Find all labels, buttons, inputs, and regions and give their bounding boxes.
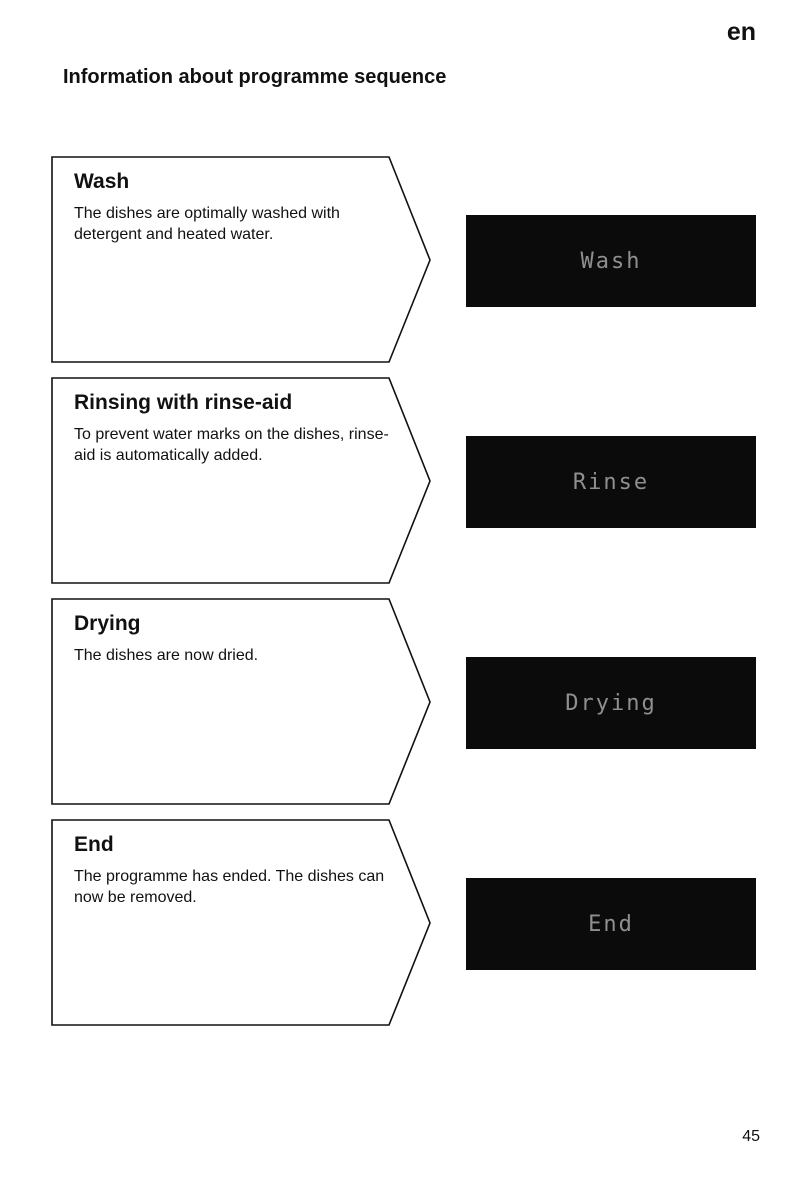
display-end	[466, 878, 756, 970]
language-code: en	[726, 18, 756, 46]
display-rinse	[466, 436, 756, 528]
display-wash	[466, 215, 756, 307]
step-wash	[51, 156, 451, 364]
page-title: Information about programme sequence	[63, 66, 447, 88]
display-text: Wash	[580, 248, 642, 274]
display-text: Drying	[565, 690, 657, 716]
step-heading: End	[74, 833, 114, 856]
step-description: The programme has ended. The dishes can now be removed.	[74, 868, 385, 906]
step-description: The dishes are optimally washed with detergent and heated water.	[74, 205, 340, 243]
step-rinse	[51, 377, 451, 585]
step-heading: Rinsing with rinse-aid	[74, 391, 293, 414]
display-text: End	[588, 911, 634, 937]
page-number: 45	[742, 1128, 760, 1145]
display-text: Rinse	[572, 469, 650, 495]
step-heading: Drying	[74, 612, 141, 635]
step-description: To prevent water marks on the dishes, rinse-aid is automatically added.	[74, 426, 389, 464]
step-drying	[51, 598, 451, 806]
step-heading: Wash	[74, 170, 130, 193]
step-description: The dishes are now dried.	[74, 647, 259, 664]
display-drying	[466, 657, 756, 749]
step-end	[51, 819, 451, 1027]
